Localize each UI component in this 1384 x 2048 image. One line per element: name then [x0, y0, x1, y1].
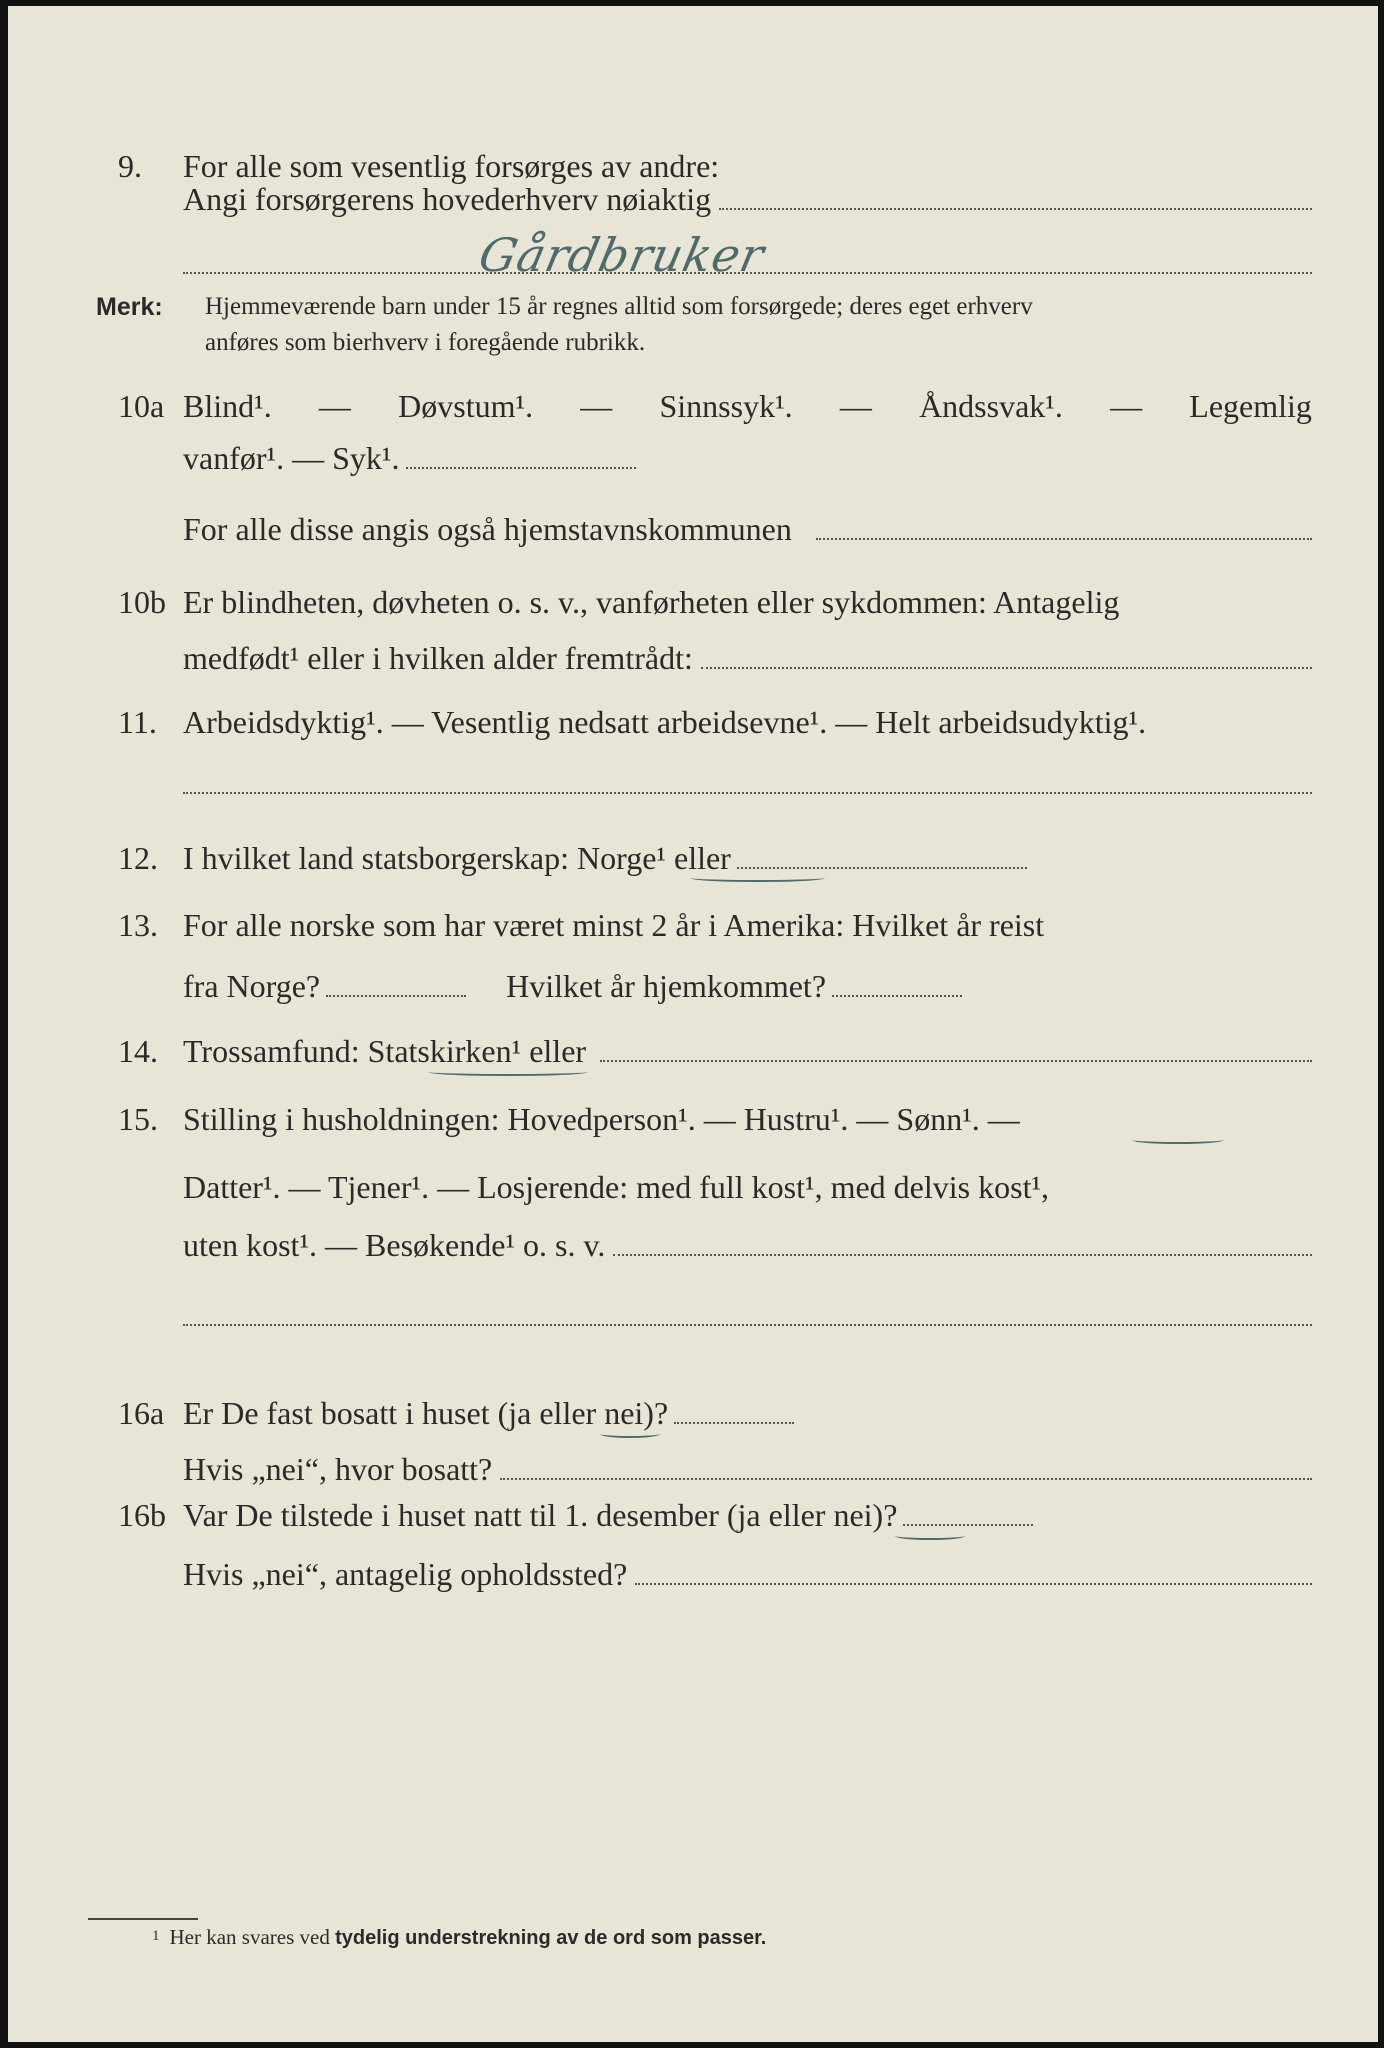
- dash: —: [318, 388, 351, 424]
- q10a-line2: vanfør¹. — Syk¹.: [183, 440, 400, 476]
- q13-reist-answer-line[interactable]: [326, 965, 466, 997]
- q16a-number: 16a: [118, 1395, 165, 1431]
- q11-line1: Arbeidsdyktig¹. — Vesentlig nedsatt arbeidsevne¹. — Helt arbeidsudyktig¹.: [183, 704, 1147, 740]
- q16b-line1: Var De tilstede i huset natt til 1. desember (ja eller nei)?: [183, 1497, 898, 1533]
- q10a-line3: For alle disse angis også hjemstavnskommunen: [183, 511, 792, 547]
- q9-answer-line-2[interactable]: [183, 272, 1312, 274]
- q11-answer-line[interactable]: [183, 792, 1312, 794]
- q10a-line1: [183, 384, 1312, 428]
- q13-line2b: Hvilket år hjemkommet?: [506, 968, 827, 1004]
- q13-number: 13.: [118, 907, 158, 943]
- q15-number: 15.: [118, 1101, 158, 1137]
- q15-answer-line[interactable]: [613, 1224, 1312, 1256]
- handwritten-answer-q9: Gårdbruker: [474, 228, 770, 282]
- q10b-number: 10b: [118, 584, 166, 620]
- footnote-text-bold: tydelig understrekning av de ord som passer.: [335, 1927, 767, 1949]
- q16b-opholdssted-answer-line[interactable]: [635, 1553, 1312, 1585]
- q11-number: 11.: [118, 704, 157, 740]
- option-blind[interactable]: Blind¹.: [183, 388, 272, 424]
- q9-number: 9.: [118, 148, 142, 184]
- merk-line1: Hjemmeværende barn under 15 år regnes alltid som forsørgede; deres eget erhverv: [205, 293, 1033, 320]
- q12-number: 12.: [118, 840, 158, 876]
- q10a-number: 10a: [118, 388, 165, 424]
- q16b-line2: Hvis „nei“, antagelig opholdssted?: [183, 1556, 628, 1592]
- q16b-number: 16b: [118, 1497, 166, 1533]
- q10b-line2: medfødt¹ eller i hvilken alder fremtrådt:: [183, 640, 693, 676]
- q14-line1: Trossamfund: Statskirken¹ eller: [183, 1033, 587, 1069]
- option-legemlig[interactable]: Legemlig: [1189, 388, 1312, 424]
- q15-line3: uten kost¹. — Besøkende¹ o. s. v.: [183, 1227, 606, 1263]
- q16a-answer-line[interactable]: [674, 1392, 794, 1424]
- q13-line2a: fra Norge?: [183, 968, 321, 1004]
- footnote-divider: [88, 1918, 198, 1920]
- q10b-answer-line[interactable]: [701, 637, 1312, 669]
- q10b-line1: Er blindheten, døvheten o. s. v., vanførheten eller sykdommen: Antagelig: [183, 584, 1120, 620]
- q14-number: 14.: [118, 1033, 158, 1069]
- handwritten-underline-statskirken: [428, 1068, 588, 1076]
- handwritten-underline-norge: [690, 874, 825, 882]
- q15-answer-line-2[interactable]: [183, 1324, 1312, 1326]
- footnote-text: Her kan svares ved: [169, 1925, 330, 1949]
- option-andssvak[interactable]: Åndssvak¹.: [919, 388, 1063, 424]
- merk-line2: anføres som bierhverv i foregående rubrikk.: [205, 329, 646, 356]
- q15-line2: Datter¹. — Tjener¹. — Losjerende: med full kost¹, med delvis kost¹,: [183, 1169, 1050, 1205]
- q16b-answer-line[interactable]: [903, 1494, 1033, 1526]
- q9-line2: Angi forsørgerens hovederhverv nøiaktig: [183, 181, 712, 217]
- q13-hjemkommet-answer-line[interactable]: [832, 965, 962, 997]
- q16a-bosatt-answer-line[interactable]: [500, 1448, 1312, 1480]
- q16a-line2: Hvis „nei“, hvor bosatt?: [183, 1451, 493, 1487]
- handwritten-underline-ja: [600, 1430, 660, 1438]
- q9-line1: For alle som vesentlig forsørges av andre:: [183, 148, 720, 184]
- q10a-answer-line[interactable]: [406, 437, 636, 469]
- q16a-line1: Er De fast bosatt i huset (ja eller nei)?: [183, 1395, 669, 1431]
- dash: —: [839, 388, 872, 424]
- q15-line1: Stilling i husholdningen: Hovedperson¹. — Hustru¹. — Sønn¹. —: [183, 1101, 1020, 1137]
- footnote: [152, 1925, 766, 1950]
- option-dovstum[interactable]: Døvstum¹.: [398, 388, 534, 424]
- handwritten-underline-sonn: [1132, 1136, 1224, 1144]
- q14-answer-line[interactable]: [600, 1030, 1312, 1062]
- dash: —: [580, 388, 613, 424]
- option-sinnssyk[interactable]: Sinnssyk¹.: [659, 388, 793, 424]
- hjemstavn-answer-line[interactable]: [816, 508, 1312, 540]
- q13-line1: For alle norske som har været minst 2 år i Amerika: Hvilket år reist: [183, 907, 1045, 943]
- q12-line1: I hvilket land statsborgerskap: Norge¹ eller: [183, 840, 731, 876]
- handwritten-underline-ja-16b: [895, 1532, 965, 1540]
- q12-answer-line[interactable]: [737, 837, 1027, 869]
- footnote-mark: 1: [152, 1928, 160, 1944]
- dash: —: [1110, 388, 1143, 424]
- merk-label: Merk:: [96, 293, 163, 321]
- q9-answer-line[interactable]: [719, 178, 1312, 210]
